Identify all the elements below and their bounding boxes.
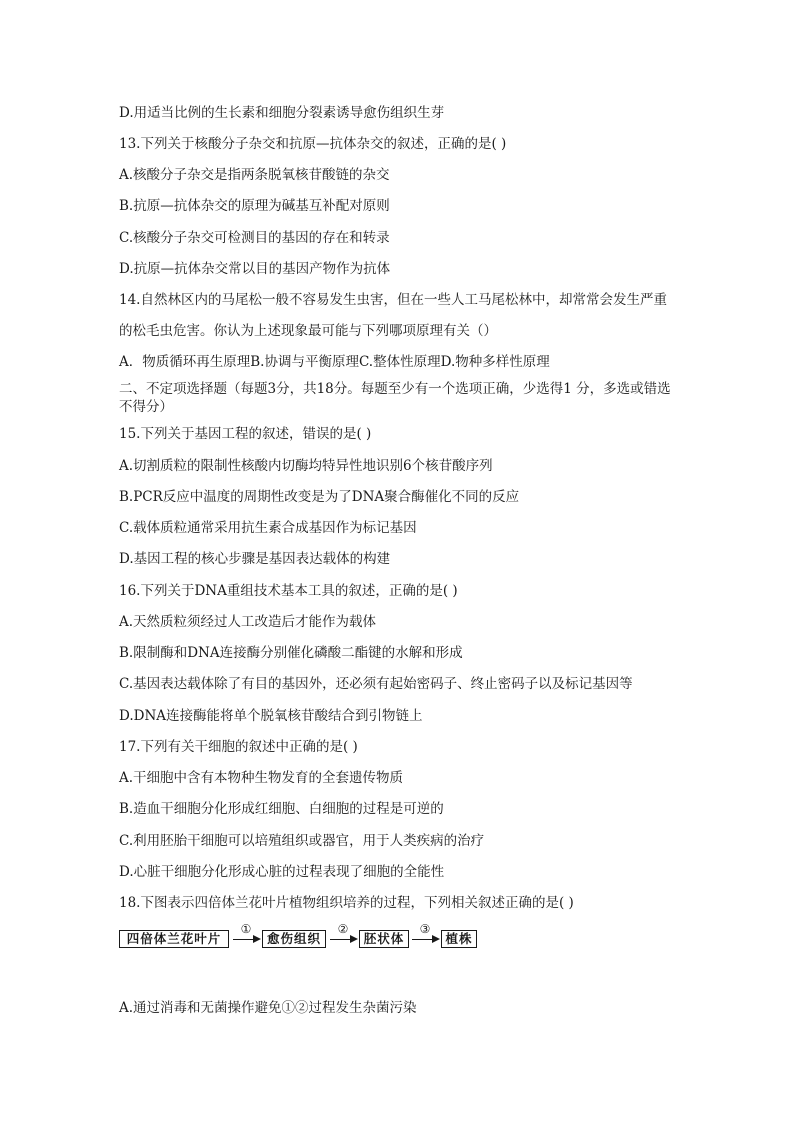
arrow-head-icon xyxy=(432,935,440,943)
flow-arrow-2 xyxy=(328,922,358,951)
step-label-3: ③ xyxy=(419,922,431,936)
q15-option-a: A.切割质粒的限制性核酸内切酶均特异性地识别6个核苷酸序列 xyxy=(119,458,493,474)
q15-option-d: D.基因工程的核心步骤是基因表达载体的构建 xyxy=(119,551,391,567)
q15-option-b: B.PCR反应中温度的周期性改变是为了DNA聚合酶催化不同的反应 xyxy=(119,489,520,505)
q17-option-c: C.利用胚胎干细胞可以培殖组织或器官，用于人类疾病的治疗 xyxy=(119,833,485,849)
q17-option-b: B.造血干细胞分化形成红细胞、白细胞的过程是可逆的 xyxy=(119,801,444,817)
q14-stem-line2: 的松毛虫危害。你认为上述现象最可能与下列哪项原理有关（） xyxy=(119,323,497,339)
q12-option-d: D.用适当比例的生长素和细胞分裂素诱导愈伤组织生芽 xyxy=(119,105,445,121)
q14-stem-line1: 14.自然林区内的马尾松一般不容易发生虫害，但在一些人工马尾松林中，却常常会发生严重 xyxy=(119,292,667,308)
flow-box-leaf: 四倍体兰花叶片 xyxy=(119,930,229,948)
q16-option-d: D.DNA连接酶能将单个脱氧核苷酸结合到引物链上 xyxy=(119,708,423,724)
arrow-head-icon xyxy=(350,935,358,943)
q17-stem: 17.下列有关干细胞的叙述中正确的是( ) xyxy=(119,739,358,755)
q16-option-c: C.基因表达载体除了有目的基因外，还必须有起始密码子、终止密码子以及标记基因等 xyxy=(119,676,633,692)
step-label-1: ① xyxy=(240,922,252,936)
flow-box-plant: 植株 xyxy=(441,930,477,948)
q17-option-d: D.心脏干细胞分化形成心脏的过程表现了细胞的全能性 xyxy=(119,864,445,880)
flow-box-embryoid: 胚状体 xyxy=(359,930,409,948)
arrow-head-icon xyxy=(253,935,261,943)
flow-arrow-3 xyxy=(410,922,440,951)
q13-option-d: D.抗原—抗体杂交常以目的基因产物作为抗体 xyxy=(119,261,391,277)
q13-stem: 13.下列关于核酸分子杂交和抗原—抗体杂交的叙述，正确的是( ) xyxy=(119,136,507,152)
q14-options: A．物质循环再生原理B.协调与平衡原理C.整体性原理D.物种多样性原理 xyxy=(119,354,550,370)
q13-option-c: C.核酸分子杂交可检测目的基因的存在和转录 xyxy=(119,230,390,246)
q15-stem: 15.下列关于基因工程的叙述，错误的是( ) xyxy=(119,426,372,442)
section-2-heading: 二、不定项选择题（每题3分，共18分。每题至少有一个选项正确，少选得1 分，多选或错选不得分） xyxy=(119,381,671,415)
q16-option-b: B.限制酶和DNA连接酶分别催化磷酸二酯键的水解和形成 xyxy=(119,645,463,661)
q18-stem: 18.下图表示四倍体兰花叶片植物组织培养的过程，下列相关叙述正确的是( ) xyxy=(119,895,574,911)
q17-option-a: A.干细胞中含有本物种生物发育的全套遗传物质 xyxy=(119,770,404,786)
q16-stem: 16.下列关于DNA重组技术基本工具的叙述，正确的是( ) xyxy=(119,583,458,599)
flow-box-callus: 愈伤组织 xyxy=(262,930,326,948)
flow-arrow-1 xyxy=(231,922,261,951)
q16-option-a: A.天然质粒须经过人工改造后才能作为载体 xyxy=(119,614,377,630)
step-label-2: ② xyxy=(337,922,349,936)
q18-option-a: A.通过消毒和无菌操作避免①②过程发生杂菌污染 xyxy=(119,1000,417,1016)
q13-option-a: A.核酸分子杂交是指两条脱氧核苷酸链的杂交 xyxy=(119,167,390,183)
q15-option-c: C.载体质粒通常采用抗生素合成基因作为标记基因 xyxy=(119,520,417,536)
q13-option-b: B.抗原—抗体杂交的原理为碱基互补配对原则 xyxy=(119,198,390,214)
